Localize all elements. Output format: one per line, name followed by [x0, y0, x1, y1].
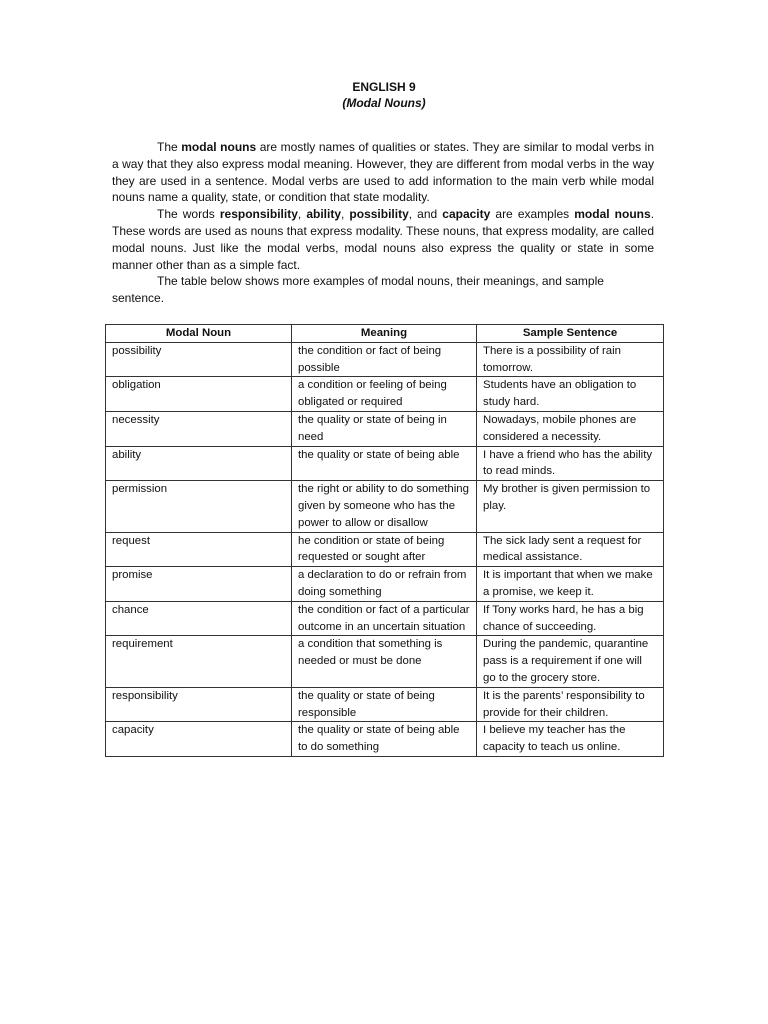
meaning-cell: the condition or fact of a particular outcome in an uncertain situation	[292, 601, 477, 636]
bold-term: modal nouns	[574, 207, 651, 222]
meaning-cell: a condition that something is needed or must be done	[292, 636, 477, 687]
modal-noun-cell: obligation	[106, 377, 292, 412]
meaning-cell: the condition or fact of being possible	[292, 342, 477, 377]
table-row	[106, 377, 664, 412]
sample-sentence-cell: During the pandemic, quarantine pass is a requirement if one will go to the grocery store.	[477, 636, 664, 687]
meaning-cell: a condition or feeling of being obligated or required	[292, 377, 477, 412]
modal-noun-cell: chance	[106, 601, 292, 636]
table-row	[106, 567, 664, 602]
modal-noun-cell: possibility	[106, 342, 292, 377]
bold-term: capacity	[442, 207, 491, 222]
meaning-cell: the quality or state of being in need	[292, 411, 477, 446]
table-row	[106, 636, 664, 687]
meaning-cell: the quality or state of being responsible	[292, 687, 477, 722]
text-run: are mostly names of qualities or states. They are similar to modal verbs in a way that they also express modal meaning. However, they are different from modal verbs in the way they are used in a sentence. Modal verbs are used to add information to the main verb while modal nouns name a quality, state, or condition that state modality.	[112, 140, 655, 205]
text-run: are examples	[490, 207, 575, 222]
sample-sentence-cell: There is a possibility of rain tomorrow.	[477, 342, 664, 377]
modal-noun-cell: capacity	[106, 722, 292, 757]
modal-noun-cell: requirement	[106, 636, 292, 687]
modal-noun-cell: request	[106, 532, 292, 567]
table-row	[106, 601, 664, 636]
table-header-row	[106, 325, 664, 343]
meaning-cell: he condition or state of being requested or sought after	[292, 532, 477, 567]
text-run: , and	[408, 207, 443, 222]
text-run: ,	[297, 207, 307, 222]
paragraph-2	[112, 206, 654, 273]
table-row	[106, 532, 664, 567]
body-text	[112, 139, 654, 307]
sample-sentence-cell: It is the parents’ responsibility to provide for their children.	[477, 687, 664, 722]
paragraph-1	[112, 139, 654, 206]
modal-nouns-table	[105, 324, 664, 757]
column-header-meaning: Meaning	[292, 325, 477, 343]
sample-sentence-cell: I believe my teacher has the capacity to teach us online.	[477, 722, 664, 757]
text-run: ,	[341, 207, 350, 222]
bold-term: responsibility	[219, 207, 298, 222]
table-row	[106, 411, 664, 446]
page-subtitle: (Modal Nouns)	[342, 96, 426, 110]
column-header-sample-sentence: Sample Sentence	[477, 325, 664, 343]
text-run: . These words are used as nouns that express modality. These nouns, that express modality, are called modal nouns. Just like the modal verbs, modal nouns also express the quality or state in some manner other than as a simple fact.	[112, 207, 655, 272]
modal-noun-cell: ability	[106, 446, 292, 481]
sample-sentence-cell: It is important that when we make a promise, we keep it.	[477, 567, 664, 602]
meaning-cell: the quality or state of being able to do something	[292, 722, 477, 757]
text-run: The	[157, 140, 182, 154]
sample-sentence-cell: If Tony works hard, he has a big chance of succeeding.	[477, 601, 664, 636]
page-title: ENGLISH 9	[352, 80, 416, 94]
sample-sentence-cell: I have a friend who has the ability to read minds.	[477, 446, 664, 481]
bold-term: modal nouns	[181, 140, 257, 154]
bold-term: ability	[306, 207, 341, 222]
meaning-cell: a declaration to do or refrain from doing something	[292, 567, 477, 602]
table-row	[106, 446, 664, 481]
table-row	[106, 481, 664, 532]
sample-sentence-cell: The sick lady sent a request for medical assistance.	[477, 532, 664, 567]
column-header-modal-noun: Modal Noun	[106, 325, 292, 343]
modal-noun-cell: responsibility	[106, 687, 292, 722]
table-row	[106, 722, 664, 757]
table-row	[106, 687, 664, 722]
meaning-cell: the right or ability to do something given by someone who has the power to allow or disallow	[292, 481, 477, 532]
text-run: The words	[157, 207, 220, 222]
meaning-cell: the quality or state of being able	[292, 446, 477, 481]
modal-noun-cell: necessity	[106, 411, 292, 446]
sample-sentence-cell: Nowadays, mobile phones are considered a necessity.	[477, 411, 664, 446]
sample-sentence-cell: My brother is given permission to play.	[477, 481, 664, 532]
modal-noun-cell: promise	[106, 567, 292, 602]
bold-term: possibility	[349, 207, 409, 222]
table-row	[106, 342, 664, 377]
modal-noun-cell: permission	[106, 481, 292, 532]
sample-sentence-cell: Students have an obligation to study hard.	[477, 377, 664, 412]
paragraph-3: The table below shows more examples of modal nouns, their meanings, and sample sentence.	[112, 274, 604, 306]
